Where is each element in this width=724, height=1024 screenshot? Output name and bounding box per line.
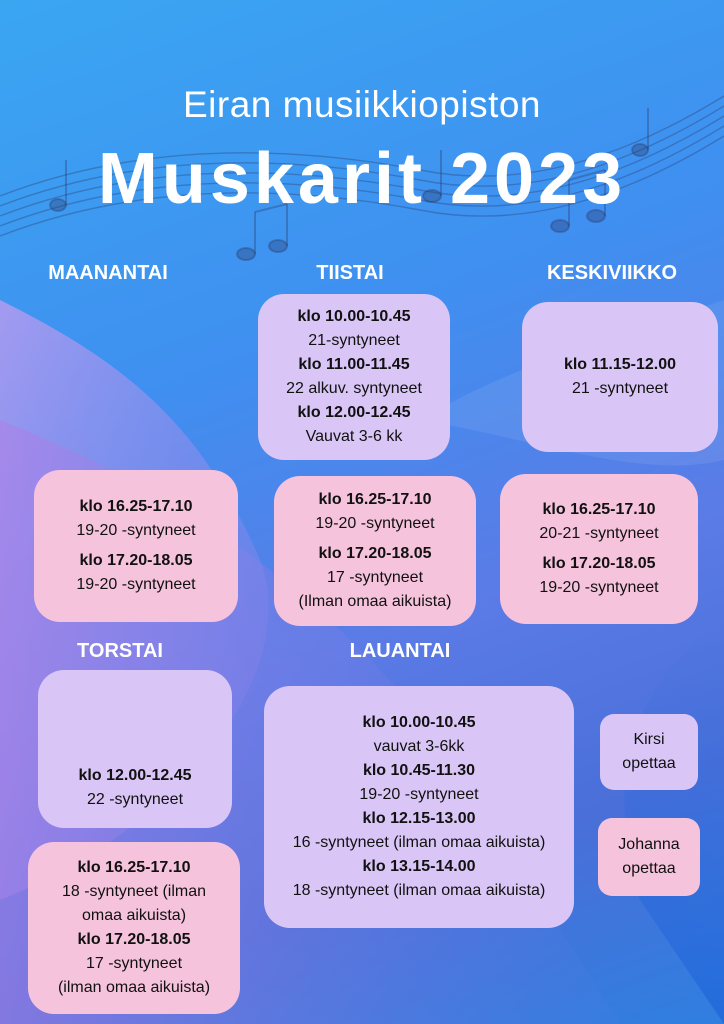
- teacher-name: Johanna: [618, 836, 680, 853]
- slot-time: klo 16.25-17.10: [318, 491, 432, 508]
- slot-time: klo 17.20-18.05: [542, 555, 656, 572]
- slot-group-continued: (ilman omaa aikuista): [57, 979, 211, 996]
- schedule-card-wednesday-evening: [500, 474, 698, 624]
- subtitle: Eiran musiikkiopiston: [182, 84, 542, 125]
- schedule-card-wednesday-morning: [522, 302, 718, 452]
- slot-group: 21-syntyneet: [308, 332, 400, 349]
- day-label-saturday: LAUANTAI: [349, 640, 451, 662]
- slot-group: 19-20 -syntyneet: [76, 576, 196, 593]
- slot-note: (Ilman omaa aikuista): [298, 593, 452, 610]
- slot-time: klo 16.25-17.10: [77, 859, 191, 876]
- slot-group: Vauvat 3-6 kk: [305, 428, 403, 445]
- schedule-card-saturday: [264, 686, 574, 928]
- slot-time: klo 11.15-12.00: [563, 356, 677, 373]
- day-label-monday: MAANANTAI: [48, 262, 168, 284]
- slot-time: klo 11.00-11.45: [298, 356, 410, 373]
- slot-group: 18 -syntyneet (ilman omaa aikuista): [292, 882, 546, 899]
- day-label-thursday: TORSTAI: [77, 640, 163, 662]
- page-title: Muskarit 2023: [97, 139, 627, 219]
- slot-time: klo 13.15-14.00: [362, 858, 476, 875]
- day-label-wednesday: KESKIVIIKKO: [546, 262, 678, 284]
- slot-time: klo 10.00-10.45: [297, 308, 411, 325]
- slot-group: 19-20 -syntyneet: [359, 786, 479, 803]
- schedule-card-tuesday-morning: [258, 294, 450, 460]
- slot-group: 22 -syntyneet: [86, 791, 184, 808]
- slot-group: vauvat 3-6kk: [373, 738, 465, 755]
- slot-time: klo 17.20-18.05: [77, 931, 191, 948]
- slot-time: klo 17.20-18.05: [79, 552, 193, 569]
- slot-time: klo 12.00-12.45: [297, 404, 411, 421]
- teacher-role: opettaa: [622, 755, 676, 772]
- schedule-card-thursday-evening: [28, 842, 240, 1014]
- slot-group: 17 -syntyneet: [326, 569, 424, 586]
- slot-group: 16 -syntyneet (ilman omaa aikuista): [292, 834, 546, 851]
- day-label-tuesday: TIISTAI: [316, 262, 384, 284]
- slot-group: 19-20 -syntyneet: [76, 522, 196, 539]
- slot-time: klo 10.00-10.45: [362, 714, 476, 731]
- schedule-card-tuesday-evening: [274, 476, 476, 626]
- slot-group: 20-21 -syntyneet: [539, 525, 659, 542]
- slot-group: 17 -syntyneet: [85, 955, 183, 972]
- slot-group: 22 alkuv. syntyneet: [286, 380, 422, 397]
- slot-group-continued: omaa aikuista): [81, 907, 187, 924]
- teacher-role: opettaa: [622, 860, 676, 877]
- slot-time: klo 17.20-18.05: [318, 545, 432, 562]
- slot-time: klo 10.45-11.30: [362, 762, 476, 779]
- teacher-name: Kirsi: [633, 731, 665, 748]
- schedule-card-thursday-morning: [38, 670, 232, 828]
- slot-time: klo 12.15-13.00: [362, 810, 476, 827]
- teacher-legend-johanna: [598, 818, 700, 896]
- slot-group: 21 -syntyneet: [571, 380, 669, 397]
- slot-group: 19-20 -syntyneet: [315, 515, 435, 532]
- slot-time: klo 16.25-17.10: [542, 501, 656, 518]
- teacher-legend-kirsi: [600, 714, 698, 790]
- slot-group: 18 -syntyneet (ilman: [61, 883, 207, 900]
- slot-time: klo 12.00-12.45: [78, 767, 192, 784]
- schedule-card-monday-evening: [34, 470, 238, 622]
- slot-time: klo 16.25-17.10: [79, 498, 193, 515]
- slot-group: 19-20 -syntyneet: [539, 579, 659, 596]
